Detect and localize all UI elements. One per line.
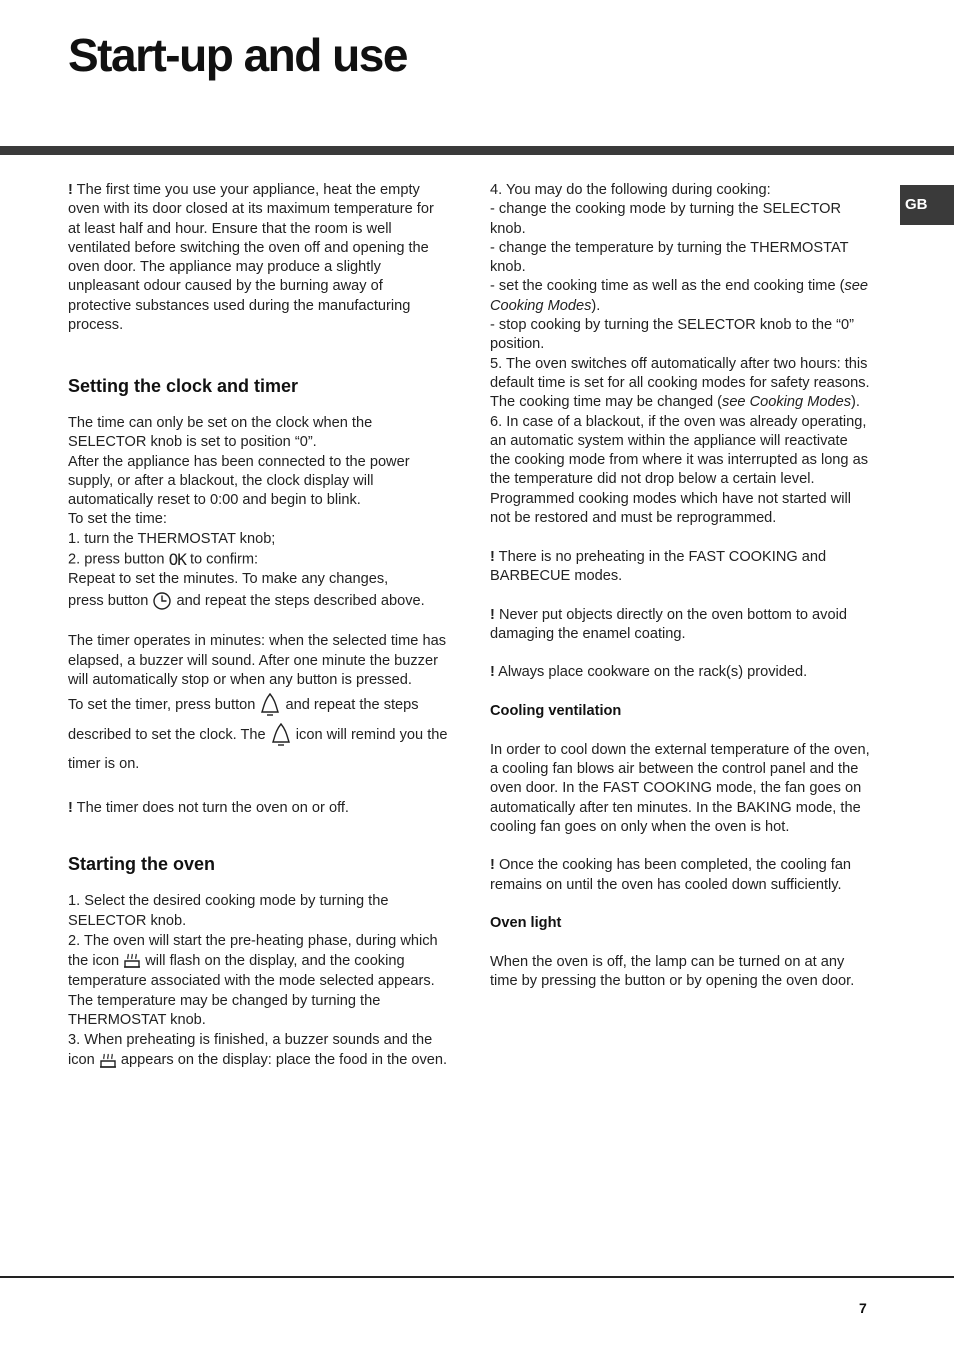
preheat-icon — [99, 1052, 117, 1070]
warning-mark: ! — [68, 800, 73, 817]
page-number: 7 — [859, 1300, 867, 1316]
start-step-3: 3. When preheating is finished, a buzzer sounds and the icon appears on the display: place the food in the oven. — [68, 1032, 448, 1069]
start-step-2: 2. The oven will start the pre-heating phase, during which the icon will flash on the display, and the cooking temperature associated with the mode selected appears. — [68, 933, 438, 990]
clock-repeat: Repeat to set the minutes. To make any changes, — [68, 570, 389, 587]
clock-heading: Setting the clock and timer — [68, 375, 299, 396]
left-column — [68, 181, 448, 1071]
note-no-preheating: ! There is no preheating in the FAST COOKING and BARBECUE modes. — [490, 548, 827, 584]
bell-icon — [270, 722, 292, 748]
footer-rule — [0, 1276, 954, 1278]
step-4c: - set the cooking time as well as the end cooking time (see Cooking Modes). — [490, 278, 869, 314]
cooling-heading: Cooling ventilation — [490, 703, 622, 720]
clock-icon — [152, 591, 172, 611]
page-title: Start-up and use — [68, 29, 407, 81]
warning-mark: ! — [490, 857, 495, 874]
warning-mark: ! — [490, 664, 495, 681]
clock-paragraph-3: To set the time: — [68, 511, 167, 528]
step-5: 5. The oven switches off automatically after two hours: this default time is set for all cooking modes for safety reasons. — [490, 355, 870, 391]
right-column — [490, 181, 870, 991]
start-heading: Starting the oven — [68, 854, 216, 875]
cross-reference: see Cooking Modes — [490, 278, 869, 314]
start-step-2c: The temperature may be changed by turning the THERMOSTAT knob. — [68, 992, 381, 1028]
step-5b: The cooking time may be changed (see Cooking Modes). — [490, 394, 860, 411]
light-paragraph: When the oven is off, the lamp can be turned on at any time by pressing the button or by opening the oven door. — [490, 953, 855, 990]
cooling-paragraph: In order to cool down the external temperature of the oven, a cooling fan blows air between the control panel and the oven door. In the FAST COOKING mode, the fan goes on automatically after ten minutes. In the BAKING mode, the cooling fan goes on only when the oven is hot. — [490, 741, 870, 835]
light-heading: Oven light — [490, 915, 562, 932]
step-4d: - stop cooking by turning the SELECTOR knob to the “0” position. — [490, 317, 854, 353]
step-6: 6. In case of a blackout, if the oven was already operating, an automatic system within the appliance will reactivate the cooking mode from where it was interrupted as long as the temperature did not drop below a certain level. Programmed cooking modes which have not started will not be restored and must be reprogrammed. — [490, 413, 869, 527]
preheat-icon — [123, 952, 141, 970]
step-4b: - change the temperature by turning the THERMOSTAT knob. — [490, 239, 849, 276]
note-oven-bottom: ! Never put objects directly on the oven bottom to avoid damaging the enamel coating. — [490, 606, 847, 642]
clock-step-2: 2. press button OK to confirm: — [68, 550, 259, 570]
clock-step-1: 1. turn the THERMOSTAT knob; — [68, 530, 276, 547]
clock-paragraph-1: The time can only be set on the clock when the SELECTOR knob is set to position “0”. — [68, 414, 373, 451]
warning-mark: ! — [68, 182, 73, 198]
intro-paragraph: ! The first time you use your appliance, heat the empty oven with its door closed at its maximum temperature for at least half and hour. Ensure that the room is well ventilated before switching the oven off and opening the oven door. The appliance may produce a slightly unpleasant odour caused by the burning away of protective substances used during the manufacturing process. — [68, 182, 434, 334]
timer-paragraph: The timer operates in minutes: when the selected time has elapsed, a buzzer will sound. After one minute the buzzer will automatically stop or when any button is pressed. — [68, 633, 447, 689]
language-tab: GB — [900, 185, 954, 225]
header-rule — [0, 146, 954, 155]
timer-set: To set the timer, press button and repeat the steps described to set the clock. The icon will remind you the timer is on. — [68, 691, 448, 780]
step-4a: - change the cooking mode by turning the SELECTOR knob. — [490, 201, 841, 237]
ok-icon: OK — [168, 550, 186, 570]
clock-press: press button and repeat the steps described above. — [68, 590, 448, 613]
warning-mark: ! — [490, 548, 495, 565]
timer-note: ! The timer does not turn the oven on or off. — [68, 800, 349, 817]
clock-paragraph-2: After the appliance has been connected to the power supply, or after a blackout, the clock display will automatically reset to 0:00 and begin to blink. — [68, 453, 410, 509]
warning-mark: ! — [490, 606, 495, 623]
cross-reference: see Cooking Modes — [722, 394, 852, 411]
cooling-note: ! Once the cooking has been completed, the cooling fan remains on until the oven has cooled down sufficiently. — [490, 857, 852, 893]
bell-icon — [259, 692, 281, 718]
step-4: 4. You may do the following during cooking: — [490, 182, 771, 198]
note-cookware: ! Always place cookware on the rack(s) provided. — [490, 664, 808, 681]
start-step-1: 1. Select the desired cooking mode by turning the SELECTOR knob. — [68, 893, 389, 929]
